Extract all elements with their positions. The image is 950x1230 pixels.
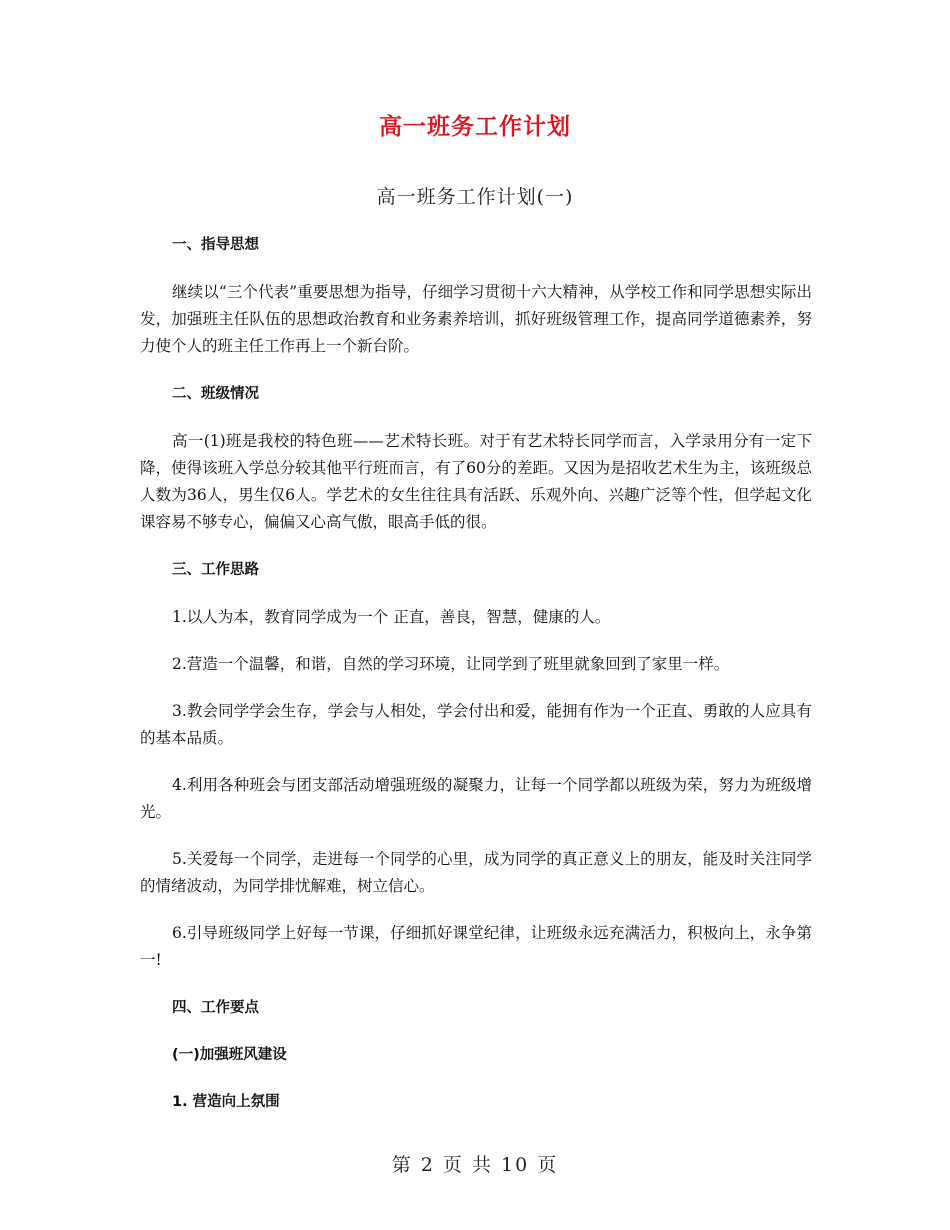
- list-item: 4.利用各种班会与团支部活动增强班级的凝聚力，让每一个同学都以班级为荣，努力为班级增光。: [140, 776, 812, 821]
- document-title: 高一班务工作计划: [379, 114, 571, 140]
- page-number-footer: 第 2 页 共 10 页: [391, 1154, 559, 1176]
- section-heading: 三、工作思路: [172, 562, 259, 578]
- section-heading: 四、工作要点: [172, 1000, 259, 1016]
- paragraph: 继续以“三个代表”重要思想为指导，仔细学习贯彻十六大精神，从学校工作和同学思想实际出发，加强班主任队伍的思想政治教育和业务素养培训，抓好班级管理工作，提高同学道德素养，努力使个人的班主任工作再上一个新台阶。: [140, 283, 812, 355]
- document-body: [140, 232, 812, 1116]
- paragraph: 高一(1)班是我校的特色班——艺术特长班。对于有艺术特长同学而言，入学录用分有一定下降，使得该班入学总分较其他平行班而言，有了60分的差距。又因为是招收艺术生为主，该班级总人数为36人，男生仅6人。学艺术的女生往往具有活跃、乐观外向、兴趣广泛等个性，但学起文化课容易不够专心，偏偏又心高气傲，眼高手低的很。: [140, 432, 812, 531]
- section-heading: 一、指导思想: [172, 237, 259, 253]
- subsection-heading: (一)加强班风建设: [172, 1047, 287, 1063]
- list-item: 3.教会同学学会生存，学会与人相处，学会付出和爱，能拥有作为一个正直、勇敢的人应具有的基本品质。: [140, 702, 812, 747]
- document-subtitle: 高一班务工作计划(一): [376, 186, 574, 208]
- subsection-heading: 1. 营造向上氛围: [172, 1094, 280, 1110]
- list-item: 1.以人为本，教育同学成为一个 正直，善良，智慧，健康的人。: [172, 608, 611, 626]
- list-item: 6.引导班级同学上好每一节课，仔细抓好课堂纪律，让班级永远充满活力，积极向上，永争第一!: [140, 924, 812, 969]
- list-item: 5.关爱每一个同学，走进每一个同学的心里，成为同学的真正意义上的朋友，能及时关注同学的情绪波动，为同学排忧解难，树立信心。: [140, 850, 812, 895]
- section-heading: 二、班级情况: [172, 386, 259, 402]
- list-item: 2.营造一个温馨，和谐，自然的学习环境，让同学到了班里就象回到了家里一样。: [172, 655, 730, 673]
